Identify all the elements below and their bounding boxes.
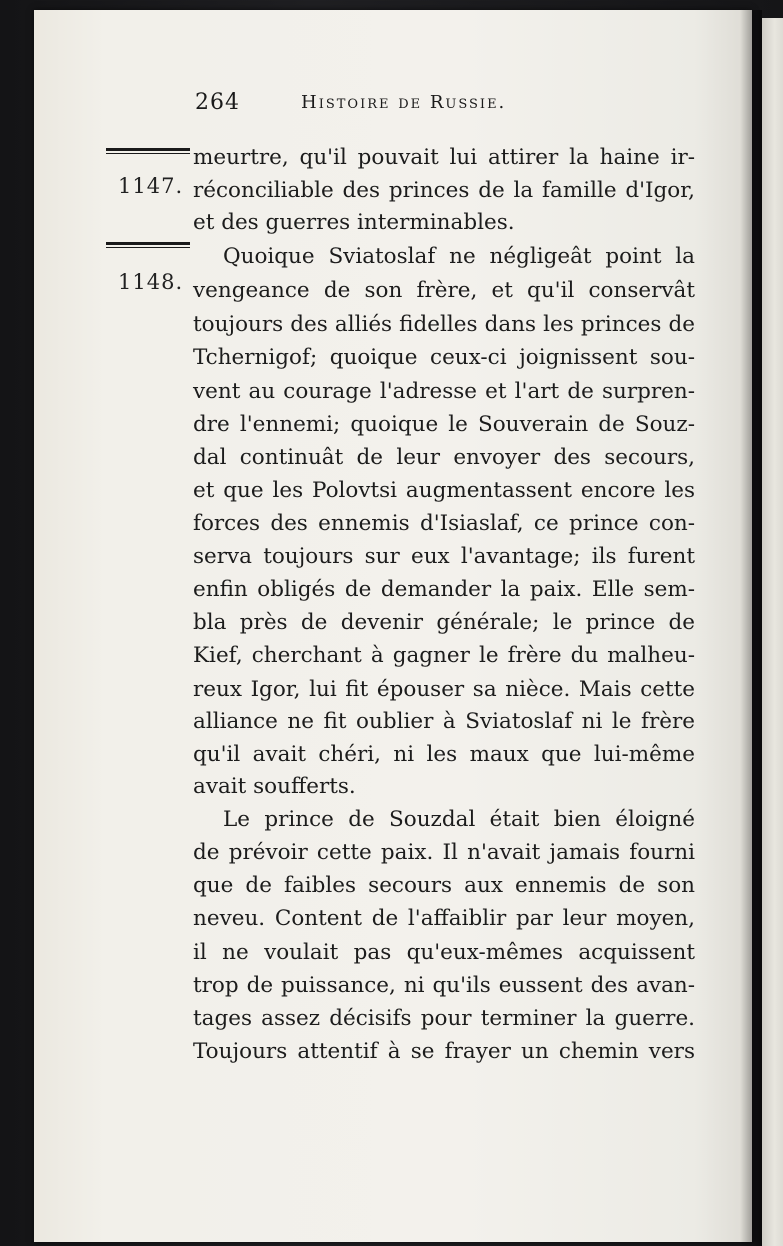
text-line: trop de puissance, ni qu'ils eussent des avan- xyxy=(193,973,695,998)
text-line: toujours des alliés fidelles dans les princes de xyxy=(193,312,695,337)
margin-rule xyxy=(106,148,190,154)
margin-rule xyxy=(106,242,190,248)
text-line: et que les Polovtsi augmentassent encore les xyxy=(193,478,695,503)
margin-year: 1148. xyxy=(118,270,184,294)
text-line: alliance ne fit oublier à Sviatoslaf ni le frère xyxy=(193,709,695,734)
text-line: et des guerres interminables. xyxy=(193,210,515,235)
text-line: qu'il avait chéri, ni les maux que lui-même xyxy=(193,742,695,767)
text-line: tages assez décisifs pour terminer la guerre. xyxy=(193,1006,695,1031)
text-line: enfin obligés de demander la paix. Elle sem- xyxy=(193,577,695,602)
text-line: Tchernigof; quoique ceux-ci joignissent sou- xyxy=(193,345,695,370)
text-line: avait soufferts. xyxy=(193,774,356,799)
text-line: forces des ennemis d'Isiaslaf, ce prince con- xyxy=(193,511,695,536)
text-line: serva toujours sur eux l'avantage; ils furent xyxy=(193,544,695,569)
gutter-shadow xyxy=(740,10,762,1246)
text-line: de prévoir cette paix. Il n'avait jamais fourni xyxy=(193,840,695,865)
text-line: dre l'ennemi; quoique le Souverain de Souz- xyxy=(193,412,695,437)
page-number: 264 xyxy=(195,90,240,115)
text-line: dal continuât de leur envoyer des secours, xyxy=(193,445,695,470)
text-line: Kief, cherchant à gagner le frère du malheu- xyxy=(193,643,695,668)
text-line: réconciliable des princes de la famille d'Igor, xyxy=(193,178,695,203)
next-page-edge xyxy=(762,18,783,1246)
text-line: vent au courage l'adresse et l'art de surpren- xyxy=(193,379,695,404)
margin-year: 1147. xyxy=(118,174,184,198)
running-head xyxy=(195,90,615,124)
text-line: vengeance de son frère, et qu'il conservât xyxy=(193,278,695,303)
text-line: Le prince de Souzdal était bien éloigné xyxy=(223,807,695,832)
text-line: meurtre, qu'il pouvait lui attirer la haine ir- xyxy=(193,145,695,170)
text-line: Quoique Sviatoslaf ne négligeât point la xyxy=(223,244,695,269)
text-line: Toujours attentif à se frayer un chemin vers xyxy=(193,1039,695,1064)
text-line: reux Igor, lui fit épouser sa nièce. Mais cette xyxy=(193,677,695,702)
text-line: neveu. Content de l'affaiblir par leur moyen, xyxy=(193,906,695,931)
text-line: que de faibles secours aux ennemis de son xyxy=(193,873,695,898)
running-title: Histoire de Russie. xyxy=(301,92,507,113)
text-line: bla près de devenir générale; le prince de xyxy=(193,610,695,635)
text-line: il ne voulait pas qu'eux-mêmes acquissent xyxy=(193,940,695,965)
